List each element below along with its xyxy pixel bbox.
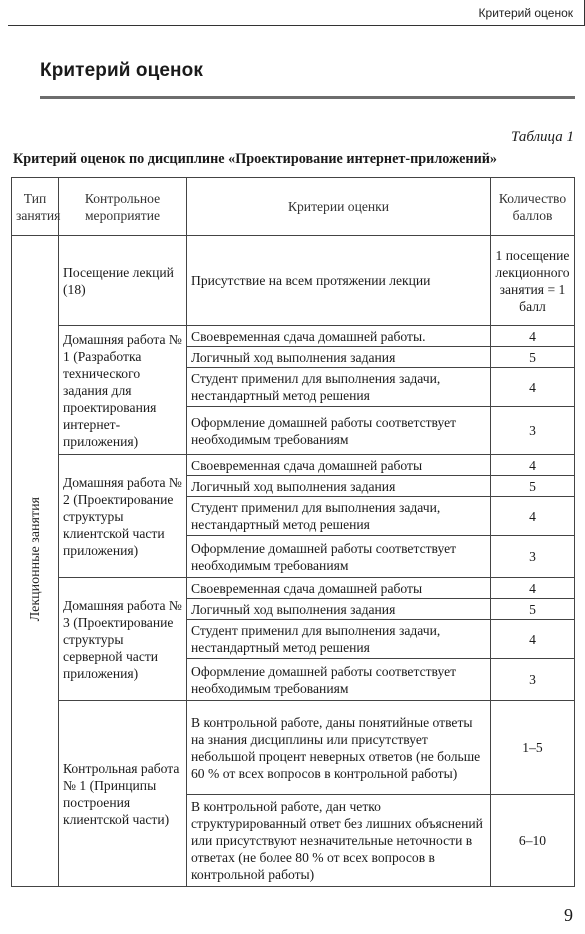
- criterion-cell: Студент применил для выполнения задачи, нестандартный метод решения: [187, 620, 491, 659]
- points-cell: 3: [491, 536, 575, 578]
- criterion-cell: Присутствие на всем протяжении лекции: [187, 236, 491, 326]
- points-cell: 1 посещение лекционного занятия = 1 балл: [491, 236, 575, 326]
- criterion-cell: Студент применил для выполнения задачи, нестандартный метод решения: [187, 497, 491, 536]
- page-number: 9: [564, 905, 573, 925]
- criterion-cell: Своевременная сдача домашней работы.: [187, 326, 491, 347]
- points-cell: 4: [491, 455, 575, 476]
- points-cell: 4: [491, 326, 575, 347]
- points-cell: 4: [491, 368, 575, 407]
- criterion-cell: Своевременная сдача домашней работы: [187, 578, 491, 599]
- running-head-title: Критерий оценок: [478, 6, 573, 20]
- criterion-cell: Логичный ход выполнения задания: [187, 599, 491, 620]
- table-row: [12, 578, 575, 599]
- criterion-cell: В контрольной работе, даны понятийные ответы на знания дисциплины или присутствует небольшой процент неверных ответов (не больше 60 % от всех вопросов в контрольной работы): [187, 701, 491, 795]
- table-row: [12, 455, 575, 476]
- activity-cell: Посещение лекций (18): [59, 236, 187, 326]
- section-rule: [40, 96, 575, 99]
- table-header-row: [12, 178, 575, 236]
- points-cell: 6–10: [491, 795, 575, 887]
- activity-cell: Контрольная работа № 1 (Принципы построения клиентской части): [59, 701, 187, 887]
- criterion-cell: Своевременная сдача домашней работы: [187, 455, 491, 476]
- points-cell: 5: [491, 476, 575, 497]
- header-type: Тип занятия: [12, 178, 59, 236]
- table-row: [12, 701, 575, 795]
- points-cell: 5: [491, 599, 575, 620]
- table-row: [12, 236, 575, 326]
- points-cell: 3: [491, 407, 575, 455]
- header-points: Количество баллов: [491, 178, 575, 236]
- running-head-rule: [8, 25, 585, 26]
- table-row: [12, 326, 575, 347]
- points-cell: 4: [491, 578, 575, 599]
- points-cell: 1–5: [491, 701, 575, 795]
- criterion-cell: Оформление домашней работы соответствует необходимым требованиям: [187, 659, 491, 701]
- points-cell: 4: [491, 497, 575, 536]
- criterion-cell: Оформление домашней работы соответствует необходимым требованиям: [187, 407, 491, 455]
- criterion-cell: В контрольной работе, дан четко структурированный ответ без лишних объяснений или присутствуют незначительные неточности в ответах (не более 80 % от всех вопросов в контрольной работы): [187, 795, 491, 887]
- activity-cell: Домашняя работа № 1 (Разработка технического задания для проектирования интернет-приложения): [59, 326, 187, 455]
- points-cell: 3: [491, 659, 575, 701]
- table-number: Таблица 1: [511, 129, 574, 145]
- section-title: Критерий оценок: [40, 60, 203, 81]
- activity-cell: Домашняя работа № 3 (Проектирование структуры серверной части приложения): [59, 578, 187, 701]
- criterion-cell: Логичный ход выполнения задания: [187, 476, 491, 497]
- type-label: Лекционные занятия: [27, 496, 43, 622]
- criterion-cell: Оформление домашней работы соответствует необходимым требованиям: [187, 536, 491, 578]
- activity-cell: Домашняя работа № 2 (Проектирование структуры клиентской части приложения): [59, 455, 187, 578]
- running-head: [0, 0, 585, 26]
- table-caption: Критерий оценок по дисциплине «Проектирование интернет-приложений»: [13, 151, 498, 167]
- criterion-cell: Студент применил для выполнения задачи, нестандартный метод решения: [187, 368, 491, 407]
- header-activity: Контрольное мероприятие: [59, 178, 187, 236]
- points-cell: 5: [491, 347, 575, 368]
- criteria-table: [11, 177, 575, 887]
- header-criteria: Критерии оценки: [187, 178, 491, 236]
- type-cell: [12, 236, 59, 887]
- points-cell: 4: [491, 620, 575, 659]
- criterion-cell: Логичный ход выполнения задания: [187, 347, 491, 368]
